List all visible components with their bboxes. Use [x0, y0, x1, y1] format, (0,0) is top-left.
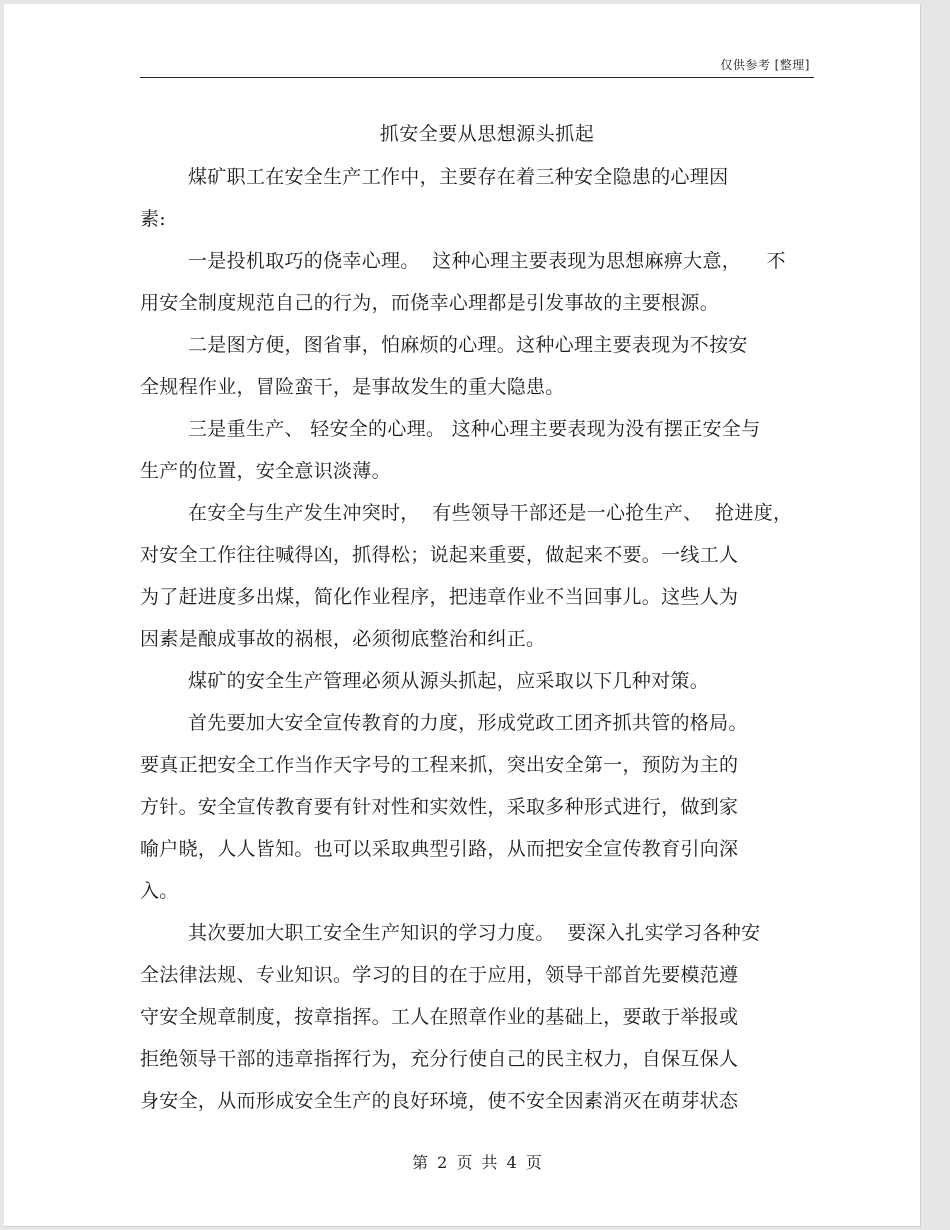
text-line: 要真正把安全工作当作天字号的工程来抓，突出安全第一，预防为主的: [140, 754, 739, 776]
text-line: 全规程作业，冒险蛮干，是事故发生的重大隐患。: [140, 376, 565, 398]
text-line: 身安全，从而形成安全生产的良好环境，使不安全因素消灭在萌芽状态: [140, 1090, 739, 1112]
text-line: 对安全工作往往喊得凶，抓得松；说起来重要，做起来不要。一线工人: [140, 544, 739, 566]
page-number: 第 2 页 共 4 页: [412, 1153, 544, 1172]
text-line: 为了赶进度多出煤，简化作业程序，把违章作业不当回事儿。这些人为: [140, 586, 739, 608]
text-line: 入。: [140, 880, 179, 902]
document-body: [140, 156, 816, 1122]
text-line: 因素是酿成事故的祸根，必须彻底整治和纠正。: [140, 628, 546, 650]
header-note: 仅供参考 [整理]: [720, 58, 810, 72]
text-line: 煤矿的安全生产管理必须从源头抓起，应采取以下几种对策。: [188, 670, 710, 692]
header-rule: [140, 77, 814, 78]
text-line: 喻户晓，人人皆知。也可以采取典型引路，从而把安全宣传教育引向深: [140, 838, 739, 860]
text-line: 三是重生产、 轻安全的心理。 这种心理主要表现为没有摆正安全与: [188, 418, 761, 440]
text-line: 用安全制度规范自己的行为，而侥幸心理都是引发事故的主要根源。: [140, 292, 720, 314]
text-line: 拒绝领导干部的违章指挥行为，充分行使自己的民主权力，自保互保人: [140, 1048, 739, 1070]
document-page: [4, 4, 921, 1227]
text-line: 首先要加大安全宣传教育的力度，形成党政工团齐抓共管的格局。: [188, 712, 748, 734]
text-line: 在安全与生产发生冲突时， 有些领导干部还是一心抢生产、 抢进度，: [188, 502, 793, 524]
text-line: 全法律法规、专业知识。学习的目的在于应用，领导干部首先要模范遵: [140, 964, 739, 986]
document-title: 抓安全要从思想源头抓起: [379, 123, 595, 145]
text-line: 方针。安全宣传教育要有针对性和实效性，采取多种形式进行，做到家: [140, 796, 739, 818]
text-line: 二是图方便，图省事，怕麻烦的心理。这种心理主要表现为不按安: [188, 334, 748, 356]
text-line: 一是投机取巧的侥幸心理。 这种心理主要表现为思想麻痹大意， 不: [188, 250, 786, 272]
text-line: 素:: [140, 208, 167, 230]
text-line: 其次要加大职工安全生产知识的学习力度。 要深入扎实学习各种安: [188, 922, 761, 944]
text-line: 守安全规章制度，按章指挥。工人在照章作业的基础上，要敢于举报或: [140, 1006, 739, 1028]
text-line: 煤矿职工在安全生产工作中，主要存在着三种安全隐患的心理因: [188, 166, 729, 188]
text-line: 生产的位置，安全意识淡薄。: [140, 460, 391, 482]
